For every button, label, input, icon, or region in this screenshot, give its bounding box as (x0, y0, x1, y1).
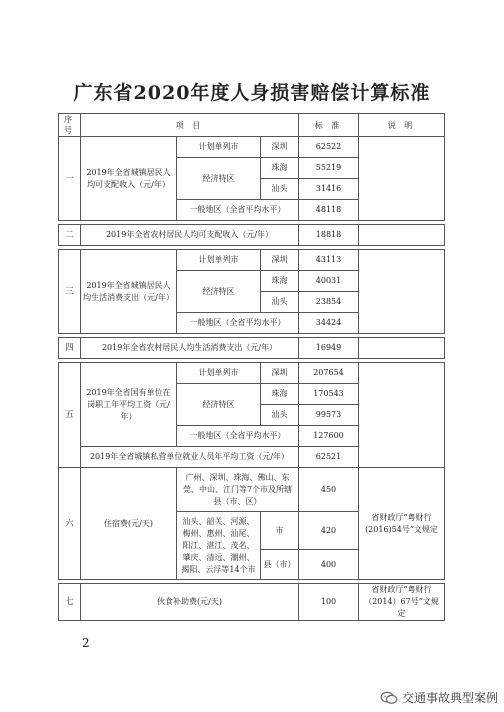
value-cell: 400 (299, 550, 359, 580)
page-number: 2 (82, 636, 90, 650)
header-seq: 序号 (59, 114, 81, 137)
item-label: 住宿费(元/天) (81, 468, 177, 580)
note-cell (359, 225, 445, 246)
value-cell: 450 (299, 468, 359, 512)
watermark (380, 689, 498, 706)
item-label: 2019年全省农村居民人均可支配收入（元/年） (81, 225, 299, 246)
item-label: 2019年全省农村居民人均生活消费支出（元/年） (81, 338, 299, 359)
note-cell (359, 338, 445, 359)
city-name: 珠海 (261, 271, 299, 292)
compensation-table (58, 113, 445, 621)
item-label: 2019年全省城镇居民人均生活消费支出（元/年） (81, 250, 177, 334)
seq-3: 三 (59, 250, 81, 334)
seq-2: 二 (59, 225, 81, 246)
note-cell (359, 137, 445, 221)
table-row (59, 468, 445, 512)
value-cell: 31416 (299, 179, 359, 200)
general-area-label: 一般地区（全省平均水平） (177, 426, 299, 447)
planned-city-label: 计划单列市 (177, 250, 261, 271)
header-standard: 标 准 (299, 114, 359, 137)
city-name: 珠海 (261, 384, 299, 405)
watermark-text: 交通事故典型案例 (401, 691, 498, 705)
value-cell: 40031 (299, 271, 359, 292)
seq-5: 五 (59, 363, 81, 468)
page-title: 广东省2020年度人身损害赔偿计算标准 (73, 82, 431, 104)
seq-7: 七 (59, 584, 81, 621)
table-row (59, 250, 445, 271)
area-group-1: 广州、深圳、珠海、佛山、东莞、中山、江门等7个市及所辖县（市、区） (177, 468, 299, 512)
value-cell: 170543 (299, 384, 359, 405)
city-level-label: 市 (261, 512, 299, 550)
note-cell: 省财政厅“粤财行(2016)54号”文规定 (359, 468, 445, 580)
value-cell: 62522 (299, 137, 359, 158)
value-cell: 43113 (299, 250, 359, 271)
value-cell: 127600 (299, 426, 359, 447)
table-row (59, 584, 445, 621)
city-name: 深圳 (261, 250, 299, 271)
county-level-label: 县（市） (261, 550, 299, 580)
general-area-label: 一般地区（全省平均水平） (177, 313, 299, 334)
note-cell: 省财政厅“粤财行（2014）67号”文规定 (359, 584, 445, 621)
note-cell (359, 250, 445, 334)
value-cell: 99573 (299, 405, 359, 426)
value-cell: 207654 (299, 363, 359, 384)
table-row (59, 363, 445, 384)
item-label: 2019年全省城镇私营单位就业人员年平均工资（元/年） (81, 447, 299, 468)
area-group-2: 汕头、韶关、河源、梅州、惠州、汕尾、阳江、湛江、茂名、肇庆、清远、潮州、揭阳、云浮等14个市 (177, 512, 261, 580)
city-name: 汕头 (261, 179, 299, 200)
planned-city-label: 计划单列市 (177, 137, 261, 158)
city-name: 汕头 (261, 405, 299, 426)
value-cell: 100 (299, 584, 359, 621)
planned-city-label: 计划单列市 (177, 363, 261, 384)
value-cell: 18818 (299, 225, 359, 246)
seq-6: 六 (59, 468, 81, 580)
header-note: 说 明 (359, 114, 445, 137)
value-cell: 55219 (299, 158, 359, 179)
city-name: 深圳 (261, 137, 299, 158)
econ-zone-label: 经济特区 (177, 158, 261, 200)
seq-4: 四 (59, 338, 81, 359)
item-label: 2019年全省国有单位在岗职工年平均工资（元/年） (81, 363, 177, 447)
econ-zone-label: 经济特区 (177, 384, 261, 426)
wechat-icon (380, 691, 398, 705)
econ-zone-label: 经济特区 (177, 271, 261, 313)
city-name: 珠海 (261, 158, 299, 179)
value-cell: 23854 (299, 292, 359, 313)
value-cell: 34424 (299, 313, 359, 334)
table-header (59, 114, 445, 137)
table-row (59, 225, 445, 246)
note-cell (359, 363, 445, 468)
city-name: 深圳 (261, 363, 299, 384)
general-area-label: 一般地区（全省平均水平） (177, 200, 299, 221)
value-cell: 16949 (299, 338, 359, 359)
item-label: 2019年全省城镇居民人均可支配收入（元/年） (81, 137, 177, 221)
table-row (59, 338, 445, 359)
header-item: 项 目 (81, 114, 299, 137)
value-cell: 62521 (299, 447, 359, 468)
value-cell: 420 (299, 512, 359, 550)
city-name: 汕头 (261, 292, 299, 313)
table-row (59, 137, 445, 158)
seq-1: 一 (59, 137, 81, 221)
value-cell: 48118 (299, 200, 359, 221)
item-label: 伙食补助费(元/天) (81, 584, 299, 621)
